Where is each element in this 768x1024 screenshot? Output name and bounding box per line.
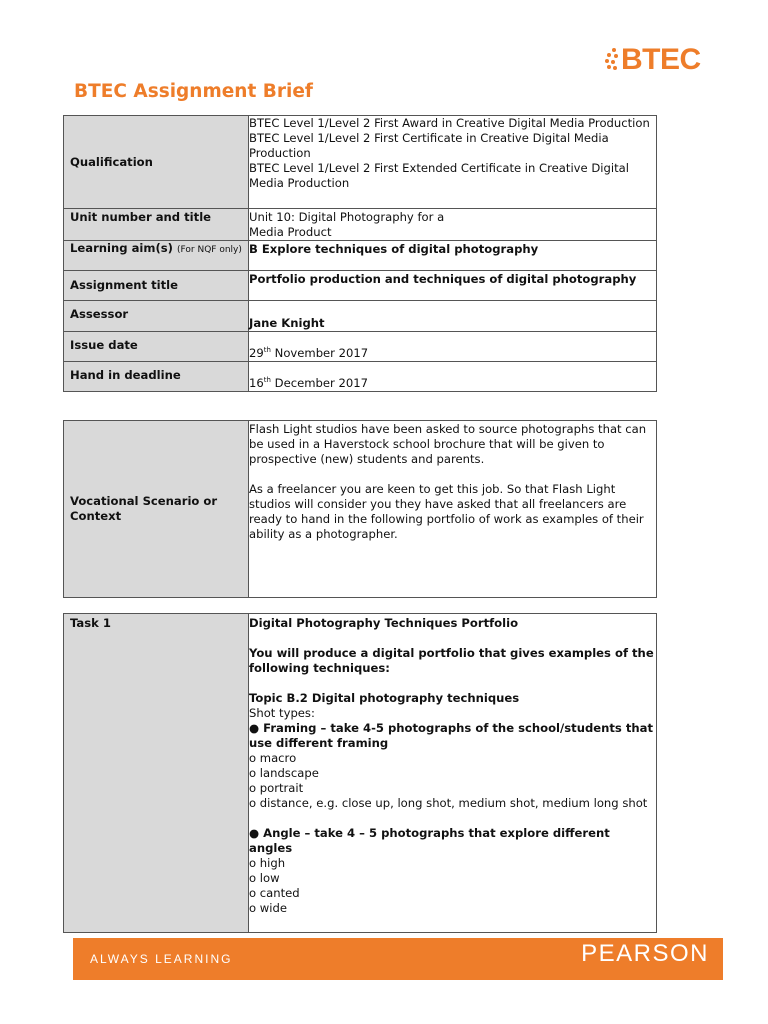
task-heading: Digital Photography Techniques Portfolio	[249, 616, 519, 630]
row-issue-date	[64, 332, 657, 362]
row-assignment-title	[64, 271, 657, 301]
btec-logo	[603, 41, 701, 77]
row-task-1	[64, 614, 657, 933]
learning-aim-label: Learning aim(s)	[70, 241, 173, 255]
pearson-logo-text: PEARSON	[581, 940, 709, 967]
list-item: o canted	[249, 886, 300, 900]
angle-bullet: ● Angle – take 4 – 5 photographs that explore different angles	[249, 826, 610, 855]
task-label: Task 1	[70, 616, 111, 630]
scenario-label: Vocational Scenario or Context	[70, 494, 218, 523]
qualification-line: BTEC Level 1/Level 2 First Certificate in Creative Digital Media Production	[249, 131, 609, 160]
learning-aim-value: B Explore techniques of digital photography	[249, 241, 657, 271]
task-intro: You will produce a digital portfolio that gives examples of the following techniques:	[249, 646, 654, 675]
task-topic: Topic B.2 Digital photography techniques	[249, 691, 520, 705]
learning-aim-note: (For NQF only)	[177, 245, 242, 255]
page-title: BTEC Assignment Brief	[74, 81, 313, 102]
assignment-title-value: Portfolio production and techniques of digital photography	[249, 271, 657, 301]
unit-label: Unit number and title	[70, 210, 212, 224]
list-item: o portrait	[249, 781, 304, 795]
list-item: o landscape	[249, 766, 319, 780]
issue-date-label: Issue date	[70, 338, 138, 352]
scenario-paragraph: Flash Light studios have been asked to source photographs that can be used in a Haverstock school brochure that will be given to prospective (new) students and parents.	[249, 422, 647, 466]
logo-dots-icon	[603, 46, 619, 72]
row-unit	[64, 209, 657, 241]
qualification-line: BTEC Level 1/Level 2 First Award in Creative Digital Media Production	[249, 116, 650, 130]
unit-value: Unit 10: Digital Photography for a Media Product	[249, 209, 657, 241]
scenario-table	[63, 420, 657, 598]
deadline-value: 16th December 2017	[249, 362, 657, 392]
pearson-footer-banner	[73, 938, 723, 980]
qualification-label: Qualification	[70, 154, 153, 169]
framing-bullet: ● Framing – take 4-5 photographs of the school/students that use different framing	[249, 721, 654, 750]
shot-types-label: Shot types:	[249, 706, 315, 720]
qualification-line: BTEC Level 1/Level 2 First Extended Certificate in Creative Digital Media Production	[249, 161, 629, 190]
assignment-title-label: Assignment title	[70, 278, 178, 292]
row-learning-aim	[64, 241, 657, 271]
assessor-value: Jane Knight	[249, 301, 657, 332]
list-item: o distance, e.g. close up, long shot, medium shot, medium long shot	[249, 796, 648, 810]
footer-tagline: ALWAYS LEARNING	[90, 952, 233, 966]
list-item: o macro	[249, 751, 297, 765]
row-assessor	[64, 301, 657, 332]
task-table	[63, 613, 657, 933]
issue-date-value: 29th November 2017	[249, 332, 657, 362]
row-qualification	[64, 116, 657, 209]
list-item: o wide	[249, 901, 287, 915]
scenario-paragraph: As a freelancer you are keen to get this job. So that Flash Light studios will consider you they have asked that all freelancers are ready to hand in the following portfolio of work as examples of their ability as a photographer.	[249, 482, 644, 541]
assignment-info-table	[63, 115, 657, 392]
deadline-label: Hand in deadline	[70, 368, 181, 382]
logo-text: BTEC	[621, 42, 701, 76]
row-scenario	[64, 421, 657, 598]
list-item: o low	[249, 871, 280, 885]
row-deadline	[64, 362, 657, 392]
assessor-label: Assessor	[70, 307, 129, 321]
list-item: o high	[249, 856, 286, 870]
